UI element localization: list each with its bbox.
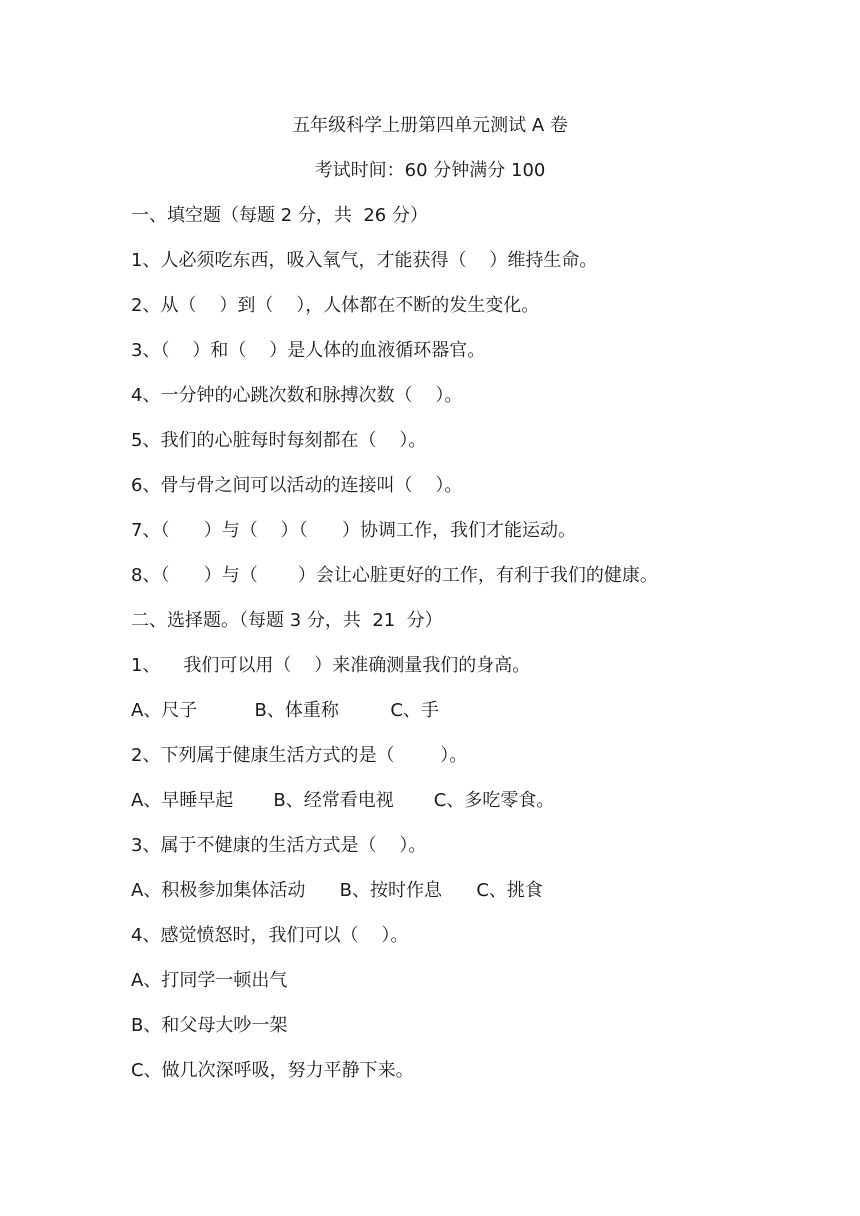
- choice-option: B、和父母大吵一架: [131, 1015, 288, 1036]
- choice-option: A、打同学一顿出气: [131, 970, 288, 991]
- choice-question: 1、 我们可以用（ ）来准确测量我们的身高。: [131, 655, 531, 676]
- section-heading-multiple-choice: 二、选择题。（每题 3 分，共 21 分）: [131, 610, 443, 631]
- document-subtitle: 考试时间：60 分钟满分 100: [314, 160, 546, 181]
- choice-question: 3、属于不健康的生活方式是（ ）。: [131, 835, 427, 856]
- choice-option: C、做几次深呼吸，努力平静下来。: [131, 1060, 414, 1081]
- question-item: 7、（ ）与（ ）（ ）协调工作，我们才能运动。: [131, 520, 576, 541]
- question-item: 1、人必须吃东西，吸入氧气，才能获得（ ）维持生命。: [131, 250, 598, 271]
- question-item: 5、我们的心脏每时每刻都在（ ）。: [131, 430, 427, 451]
- section-heading-fill-in: 一、填空题（每题 2 分，共 26 分）: [131, 205, 428, 226]
- question-item: 2、从（ ）到（ ），人体都在不断的发生变化。: [131, 295, 540, 316]
- question-item: 8、（ ）与（ ）会让心脏更好的工作，有利于我们的健康。: [131, 565, 658, 586]
- question-item: 4、一分钟的心跳次数和脉搏次数（ ）。: [131, 385, 463, 406]
- choice-question: 2、下列属于健康生活方式的是（ ）。: [131, 745, 468, 766]
- document-title: 五年级科学上册第四单元测试 A 卷: [292, 115, 568, 136]
- choice-options: A、早睡早起 B、经常看电视 C、多吃零食。: [131, 790, 555, 811]
- choice-options: A、尺子 B、体重称 C、手: [131, 700, 439, 721]
- choice-options: A、积极参加集体活动 B、按时作息 C、挑食: [131, 880, 543, 901]
- question-item: 6、骨与骨之间可以活动的连接叫（ ）。: [131, 475, 463, 496]
- choice-question: 4、感觉愤怒时，我们可以（ ）。: [131, 925, 409, 946]
- question-item: 3、（ ）和（ ）是人体的血液循环器官。: [131, 340, 486, 361]
